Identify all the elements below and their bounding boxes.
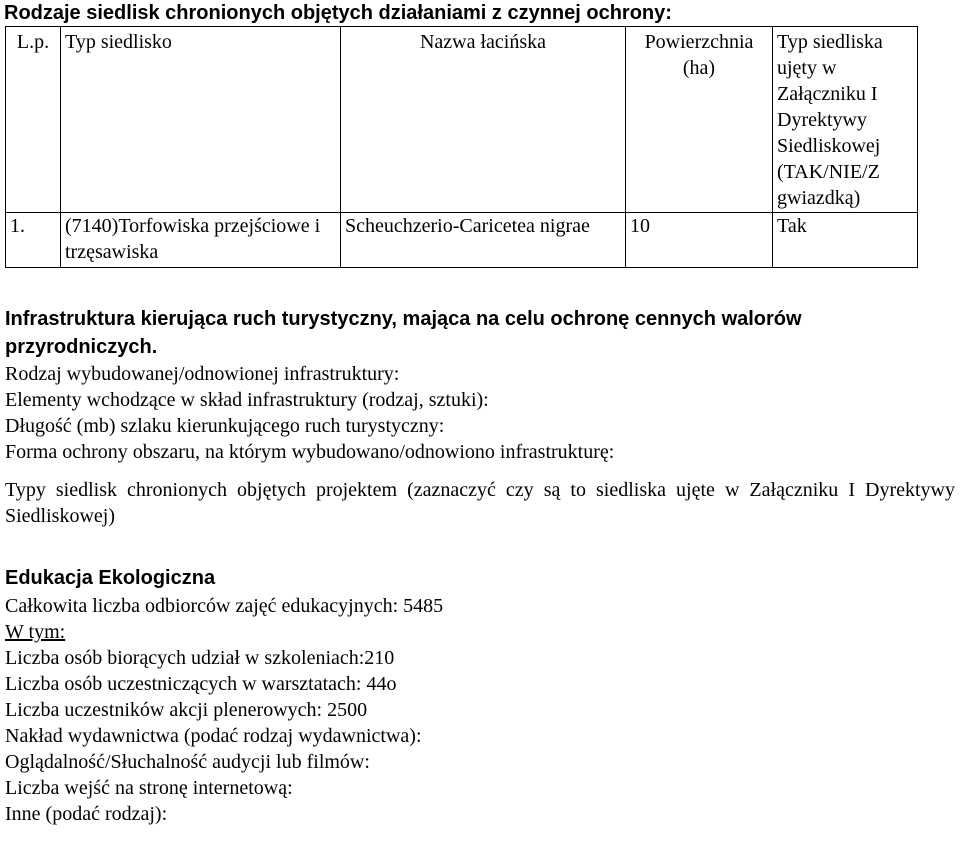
infrastructure-fields [5,361,955,465]
field-total-recipients: Całkowita liczba odbiorców zajęć edukacyjnych: 5485 [5,595,444,617]
field-outdoor-participants: Liczba uczestników akcji plenerowych: 2500 [5,699,368,721]
section-heading-education: Edukacja Ekologiczna [5,567,216,589]
label-including: W tym: [5,621,66,643]
table-header-row [6,27,918,213]
column-header-lp: L.p. [6,27,61,213]
field-website-visits: Liczba wejść na stronę internetową: [5,777,293,799]
field-training-participants: Liczba osób biorących udział w szkoleniach:210 [5,647,395,669]
section-heading-habitats: Rodzaje siedlisk chronionych objętych działaniami z czynnej ochrony: [4,2,672,24]
cell-annex: Tak [773,213,918,268]
field-other: Inne (podać rodzaj): [5,803,168,825]
column-header-annex: Typ siedliska ujęty w Załączniku I Dyrektywy Siedliskowej (TAK/NIE/Z gwiazdką) [773,27,918,213]
field-protection-form: Forma ochrony obszaru, na którym wybudowano/odnowiono infrastrukturę: [5,441,615,463]
field-workshop-participants: Liczba osób uczestniczących w warsztatach: 44o [5,673,397,695]
cell-area: 10 [626,213,773,268]
field-publication-volume: Nakład wydawnictwa (podać rodzaj wydawnictwa): [5,725,422,747]
field-infrastructure-type: Rodzaj wybudowanej/odnowionej infrastruktury: [5,363,400,385]
habitats-table [5,26,918,268]
field-protected-habitat-types: Typy siedlisk chronionych objętych projektem (zaznaczyć czy są to siedliska ujęte w Załączniku I Dyrektywy Siedliskowej) [5,479,955,527]
cell-lp: 1. [6,213,61,268]
column-header-habitat-type: Typ siedlisko [61,27,341,213]
education-fields [5,593,955,827]
cell-habitat-type: (7140)Torfowiska przejściowe i trzęsawiska [61,213,341,268]
cell-latin-name: Scheuchzerio-Caricetea nigrae [341,213,626,268]
field-infrastructure-elements: Elementy wchodzące w skład infrastruktury (rodzaj, sztuki): [5,389,489,411]
column-header-latin-name: Nazwa łacińska [341,27,626,213]
field-trail-length: Długość (mb) szlaku kierunkującego ruch turystyczny: [5,415,445,437]
section-heading-infrastructure: Infrastruktura kierująca ruch turystyczny, mająca na celu ochronę cennych walorów przyrodniczych. [5,308,802,358]
field-viewership: Oglądalność/Słuchalność audycji lub filmów: [5,751,370,773]
column-header-area: Powierzchnia (ha) [626,27,773,213]
table-row [6,213,918,268]
